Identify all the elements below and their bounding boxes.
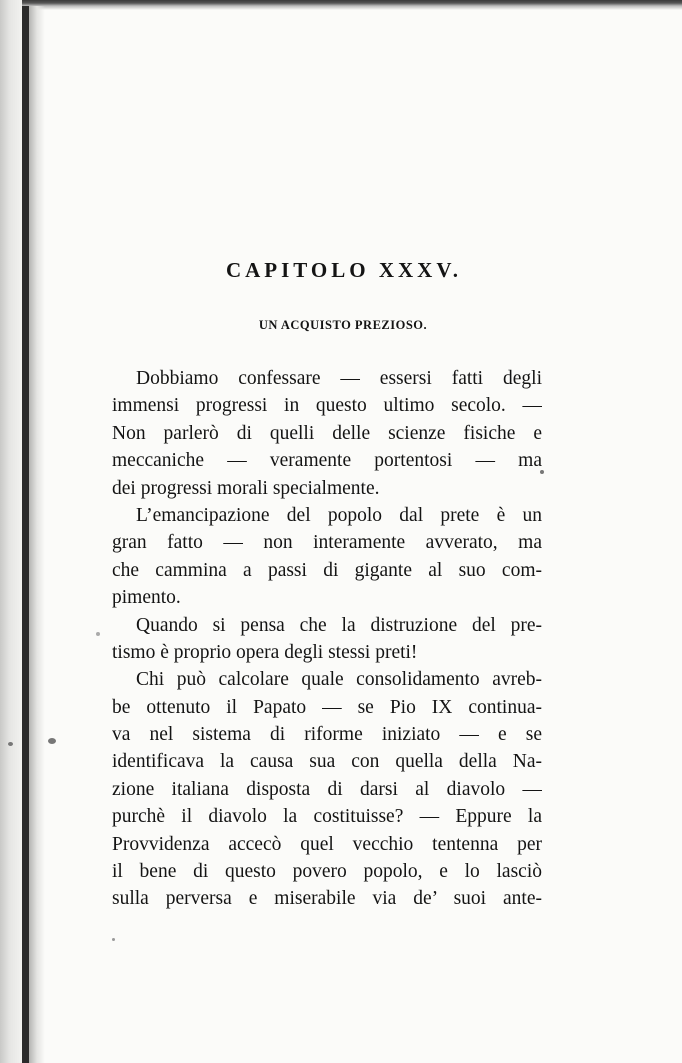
text-line: va nel sistema di riforme iniziato — e se: [112, 724, 542, 746]
chapter-subtitle-text: UN ACQUISTO PREZIOSO.: [258, 318, 428, 332]
text-line: meccaniche — veramente portentosi — ma: [112, 450, 542, 472]
text-line: gran fatto — non interamente avverato, ma: [112, 532, 542, 554]
paper-speck: [112, 938, 115, 941]
left-margin-shadow: [0, 0, 22, 1063]
paper-speck: [8, 742, 13, 746]
text-line: zione italiana disposta di darsi al diavolo —: [112, 778, 542, 800]
text-line: Quando si pensa che la distruzione del pre-: [136, 614, 542, 636]
paper-speck: [96, 632, 100, 636]
text-line: Non parlerò di quelli delle scienze fisiche e: [112, 422, 542, 444]
page-top-edge-shadow: [0, 0, 682, 10]
text-line: il bene di questo povero popolo, e lo lasciò: [112, 861, 542, 883]
gutter-shadow: [29, 6, 45, 1063]
chapter-heading: CAPITOLO XXXV.: [225, 258, 463, 282]
text-line: purchè il diavolo la costituisse? — Eppure la: [112, 806, 542, 828]
chapter-subtitle: [112, 317, 542, 333]
text-line: be ottenuto il Papato — se Pio IX continua-: [112, 696, 542, 718]
text-line: Provvidenza accecò quel vecchio tentenna per: [112, 833, 542, 855]
text-line: che cammina a passi di gigante al suo com-: [112, 559, 542, 581]
book-spine-edge: [22, 6, 29, 1063]
text-line: Dobbiamo confessare — essersi fatti degli: [136, 368, 542, 389]
text-line: Chi può calcolare quale consolidamento avreb-: [136, 669, 542, 691]
text-line: pimento.: [112, 587, 181, 609]
text-line: tismo è proprio opera degli stessi preti!: [112, 641, 418, 663]
text-line: dei progressi morali specialmente.: [112, 477, 380, 499]
text-line: identificava la causa sua con quella della Na-: [112, 751, 542, 773]
text-line: immensi progressi in questo ultimo secolo. —: [112, 395, 542, 417]
page-content: [112, 255, 542, 913]
text-line: L’emancipazione del popolo dal prete è un: [136, 504, 542, 526]
body-text: [112, 365, 542, 913]
text-line: sulla perversa e miserabile via de’ suoi ante-: [112, 888, 542, 910]
paper-speck: [48, 738, 56, 744]
